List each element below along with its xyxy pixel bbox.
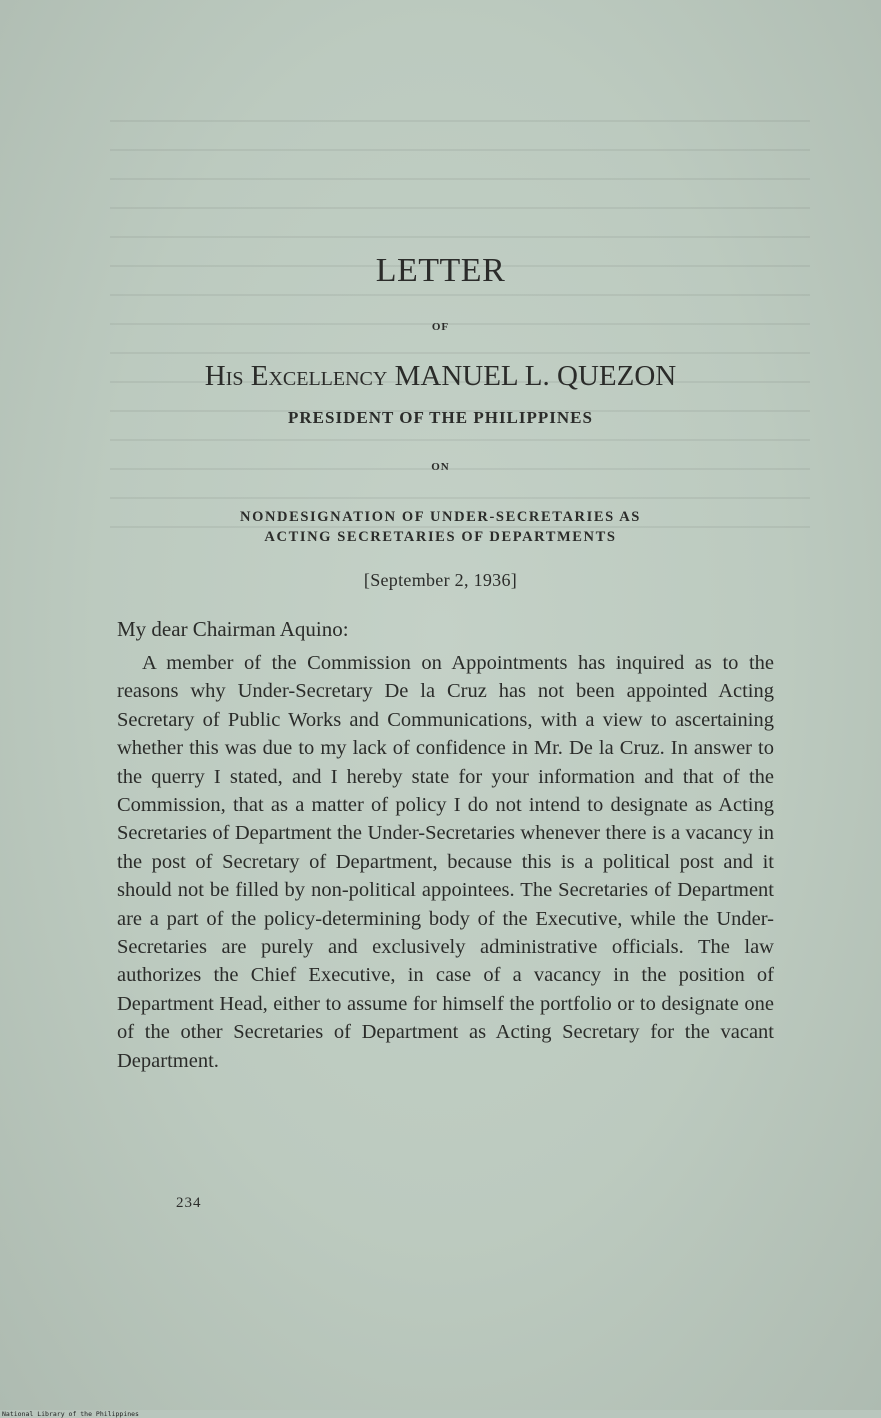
subject-line-2: ACTING SECRETARIES OF DEPARTMENTS	[264, 529, 617, 545]
author-title: PRESIDENT OF THE PHILIPPINES	[288, 408, 593, 427]
page-number: 234	[176, 1195, 202, 1211]
on-label: ON	[431, 461, 450, 473]
author-name: MANUEL L. QUEZON	[394, 360, 677, 392]
of-label: OF	[431, 321, 450, 333]
author-line	[0, 360, 881, 393]
salutation: My dear Chairman Aquino:	[117, 617, 349, 641]
author-honorific: His Excellency	[204, 360, 388, 392]
subject-line-1: NONDESIGNATION OF UNDER-SECRETARIES AS	[240, 509, 641, 525]
subject-heading	[0, 507, 881, 547]
library-credit: National Library of the Philippines	[2, 1410, 139, 1418]
body-paragraph: A member of the Commission on Appointments has inquired as to the reasons why Under-Secretary De la Cruz has not been appointed Acting Secretary of Public Works and Communications, with a view to ascertaining whether this was due to my lack of confidence in Mr. De la Cruz. In answer to the querry I stated, and I hereby state for your information and that of the Commission, that as a matter of policy I do not intend to designate as Acting Secretaries of Department the Under-Secretaries whenever there is a vacancy in the post of Secretary of Department, because this is a political post and it should not be filled by non-political appointees. The Secretaries of Department are a part of the policy-determining body of the Executive, while the Under-Secretaries are purely and exclusively administrative officials. The law authorizes the Chief Executive, in case of a vacancy in the position of Department Head, either to assume for himself the portfolio or to designate one of the other Secretaries of Department as Acting Secretary for the vacant Department.	[117, 652, 774, 1072]
letter-heading: LETTER	[375, 252, 506, 289]
letter-date: [September 2, 1936]	[363, 570, 518, 590]
